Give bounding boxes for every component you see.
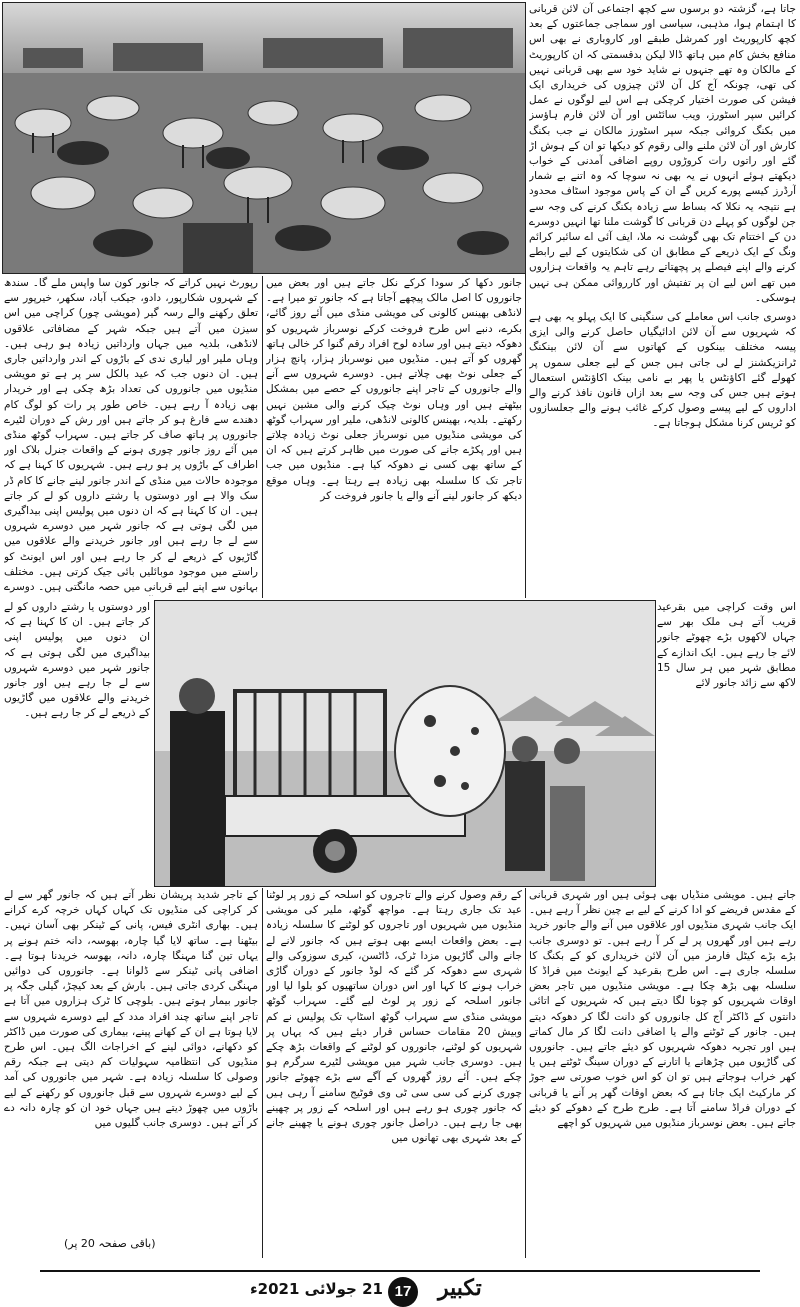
paragraph: کے تاجر شدید پریشان نظر آتے ہیں کہ جانور گھر سے لے کر کراچی کی منڈیوں تک کہاں کہاں خرچہ کرے کرانے ہیں۔ بھاری انٹری فیس، پانی کے ٹینکر بھی آسان نہیں۔ بیٹھنا ہے۔ ساتھ لایا گیا چارہ، بھوسہ، دانہ ختم ہونے پر یہاں تین گنا مہنگا چارہ، دانہ، بھوسہ خریدنا ہوتا ہے۔ اضافی پانی ٹینکر سے ڈلوانا ہے۔ جانوروں کی دوائیں مہنگی کردی جاتی ہیں۔ بارش کے بعد کیچڑ، گیلی جگہ پر جانور بیمار ہوتے ہیں۔ بلوچی کا ٹرک ہزاروں میں آتا ہے تاجر اپنے ساتھ چند افراد مدد کے لیے دوسرے شہروں سے لایا ہوتا ہے ان کے کھانے پینے، بیماری کی صورت میں ڈاکٹر کو دکھانے، دوائی لینے کے اخراجات الگ ہیں۔ اس طرح منڈیوں کی انتظامیہ سہولیات کم دیتی ہے جبکہ رقم وصولی کا سلسلہ زیادہ ہے۔ شہر میں جانوروں کی آمد کے لیے دوسرے شہروں سے قبل جانوروں کو رکھنے کے لیے باڑوں میں چھوڑ دیتے ہیں جہاں خود ان کو چارہ دانہ دے کر آتے ہیں۔ دوسری جانب گلیوں میں bbox=[4, 889, 258, 1130]
cattle-market-photo bbox=[2, 2, 526, 274]
pickup-loading-photo bbox=[154, 600, 656, 887]
column-rule bbox=[262, 276, 263, 598]
paragraph: جاتے ہیں۔ مویشی منڈیاں بھی ہوئی ہیں اور شہری قربانی کے مقدس فریضے کو ادا کرنے کے لیے بے چین نظر آ رہے ہیں۔ ایک جانب شہری منڈیوں اور علاقوں میں آنے والے جانور خرید رہے ہیں اور گھروں پر لے کر آ رہے ہیں۔ تو دوسری جانب بڑے بڑے کیٹل فارمز میں آن لائن خریداری کو کے بکنگ کا سلسلہ جاری ہے۔ اس طرح بقرعید کے ایونٹ میں فراڈ کا سلسلہ بھی بڑھ چکا ہے۔ مویشی منڈیوں میں تاجر بعض اوقات شہریوں کو چونا لگا دیتے ہیں کہ شہریوں کے اتائی دانتوں کے ڈاکٹر آج کل جانوروں کو دانت لگا کر دھوکہ دیتے ہیں۔ جانور کے ٹوٹنے والے یا اضافی دانت لگا کر مال کماتے ہیں اور تجربہ دھوکہ شہریوں کو دیئے جاتے ہیں۔ جانوروں کی گاڑیوں میں چڑھانے یا اتارنے کے دوران سینگ ٹوٹتے ہیں یا کھر خراب ہوجاتے ہیں تو ان کو اس خوب صورتی سے جوڑ کر مارکیٹ ایک جاتا ہے کہ بعض اوقات گھر پر آنے یا قربانی کے دوران فراڈ سامنے آتا ہے۔ طرح طرح کے دھوکے کو دیئے جاتے ہیں۔ بعض نوسرباز منڈیوں میں شہریوں کو اچھے bbox=[529, 889, 796, 1130]
paragraph: دوسری جانب اس معاملے کی سنگینی کا ایک پہلو یہ بھی ہے کہ شہریوں سے آن لائن ادائیگیاں حاصل کرنے والی ایزی پیسہ مختلف بینکوں کے کھاتوں سے آن لائن بینکنگ ٹرانزیکشنز لے لی جاتی ہیں جس کے لیے جعلی سموں پر کھولے گئے اکاؤنٹس یا پھر بے نامی بینک اکاؤنٹس استعمال ہوتے ہیں جس کی وجہ سے بعد ازاں قانون نافذ کرنے والے اداروں کے لیے پیسے وصول کرکے غائب ہونے والے جعلسازوں کو ٹریس کرنا مشکل ہوجاتا ہے۔ bbox=[529, 311, 796, 430]
page-footer bbox=[0, 1262, 800, 1307]
cattle-market-image bbox=[3, 3, 525, 273]
footer-rule bbox=[40, 1270, 760, 1272]
column-rule bbox=[262, 888, 263, 1258]
column-rule bbox=[525, 4, 526, 598]
paragraph: رپورٹ نہیں کراتے کہ جانور کون سا واپس ملے گا۔ سندھ کے شہروں شکارپور، دادو، جیکب آباد، سکھر، خیرپور سے تعلق رکھنے والے رسہ گیر (مویشی چور) کراچی میں اس سیزن میں آتے ہیں جبکہ شہر کے مضافاتی علاقوں لانڈھی، بلدیہ میں جہاں وارداتیں زیادہ ہو رہی ہیں۔ وہاں ملیر اور لیاری ندی کے باڑوں کے اندر وارداتیں جاری ہیں۔ ان دنوں جب کہ عید بالکل سر پر ہے تو مویشی منڈیوں میں جانوروں کی تعداد بڑھ چکی ہے اور خریدار بھی زیادہ آ رہے ہیں۔ خاص طور پر رات کو لوگ کام دھندے سے فارغ ہو کر جاتے ہیں اور رش کے دوران لٹیرے جانوروں پر ہاتھ صاف کر جاتے ہیں۔ سہراب گوٹھ منڈی میں آئے روز جانور چوری ہونے کے واقعات جنرل بلاک اور اطراف کے باڑوں پر ہو رہے ہیں۔ شہریوں کا کہنا ہے کہ موجودہ حالات میں منڈی کے اندر جانور لینے جانے کا کام ڈر سک والا ہے اور دوستوں یا رشتے داروں کو لے کر جاتے ہیں۔ ان کا کہنا ہے کہ ان دنوں میں پولیس اپنی بیداگیری میں لگی ہوتی ہے کہ جانور شہر میں دوسرے شہروں سے لے جا رہے ہیں اور جانور خریدنے والے علاقوں میں گاڑیوں کے ذریعے لے کر جا رہے ہیں اور اس ایونٹ کو راستے میں موجود موبائلیں بائی جیک کرتی ہیں۔ مختلف بہانوں سے اپنے لیے قربانی میں حصہ مانگتی ہیں۔ دوسرے bbox=[4, 277, 258, 594]
page-number: 17 bbox=[388, 1277, 418, 1307]
pickup-loading-image bbox=[155, 601, 655, 886]
paragraph: جانور دکھا کر سودا کرکے نکل جاتے ہیں اور بعض میں جانوروں کا اصل مالک پیچھے آجاتا ہے کہ جانور تو میرا ہے۔ لانڈھی بھینس کالونی کی مویشی منڈی میں آئے روز گائے، بکرے، دنبے اس طرح فروخت کرکے نوسرباز شہریوں کو دھوکہ دیتے ہیں اور سادہ لوح افراد رقم گنوا کر خالی ہاتھ گھروں کو آتے ہیں۔ منڈیوں میں نوسرباز ہزار، پانچ ہزار کے جعلی نوٹ بھی چلاتے ہیں۔ دوسرے شہروں سے آنے والے جانوروں کے تاجر اپنے جانوروں کے حصے میں بمشکل بیٹھتے ہیں اور وہاں نوٹ چیک کرنے والی مشین نہیں رکھتے۔ بلدیہ، بھینس کالونی لانڈھی، ملیر اور سہراب گوٹھ کی مویشی منڈیوں میں نوسرباز جعلی نوٹ زیادہ چلاتے ہیں اور پکڑے جانے کی صورت میں ظاہر کرتے ہیں کہ ان کے ساتھ بھی کسی نے دھوکہ کیا ہے۔ منڈیوں میں جب تاجر تک کا سلسلہ بھی زیادہ ہے رہتا ہے۔ وہاں موقع دیکھ کر جانور لینے آنے والے یا جانور فروخت کر bbox=[266, 277, 522, 502]
article-column-left-middle bbox=[4, 600, 150, 885]
issue-date: 21 جولائی 2021ء bbox=[250, 1280, 383, 1298]
paragraph: اس وقت کراچی میں بقرعید قریب آتے ہی ملک بھر سے جہاں لاکھوں بڑے چھوٹے جانور لائے جا رہے ہیں۔ ایک اندازے کے مطابق شہر میں ہر سال 15 لاکھ سے زائد جانور لائے bbox=[657, 601, 796, 690]
article-column-middle-bottom bbox=[266, 888, 522, 1258]
article-column-left-top bbox=[4, 276, 258, 596]
article-column-right-middle bbox=[657, 600, 796, 885]
article-column-right-top bbox=[529, 2, 796, 596]
continued-note: (باقی صفحہ 20 پر) bbox=[64, 1237, 156, 1250]
column-rule bbox=[525, 888, 526, 1258]
article-column-left-bottom bbox=[4, 888, 258, 1233]
masthead-logo: تکبیر bbox=[438, 1275, 482, 1301]
paragraph: کے رقم وصول کرنے والے تاجروں کو اسلحہ کے زور پر لوٹنا عید تک جاری رہتا ہے۔ مواچھ گوٹھ، ملیر کی مویشی منڈیوں میں شہریوں اور تاجروں کو لوٹنے کا سلسلہ زیادہ ہے۔ بعض واقعات ایسے بھی ہوتے ہیں کہ جانور لانے لے جانے والی گاڑیوں مزدا ٹرک، ڈاٹسن، کیری سوزوکی والے شہری سے دھوکہ کر گئے کہ لوڈ جانور کے دوران گاڑی خراب ہونے کا کہا اور اس دوران ساتھیوں کو بلوا لیا اور جانور اسلحہ کے زور پر لوٹ لیے گئے۔ سہراب گوٹھ مویشی منڈی سے سہراب گوٹھ اسٹاپ تک پولیس نے کم وبیش 20 مقامات حساس قرار دیئے ہیں کہ یہاں پر شہریوں کو لوٹنے، جانوروں کو لوٹنے کے واقعات بڑھ چکے ہیں۔ دوسری جانب شہر میں مویشی لٹیرے سرگرم ہو چکے ہیں۔ آئے روز گھروں کے آگے سے بڑے چھوٹے جانور چوری کرنے کی سی سی ٹی وی فوٹیج سامنے آ رہی ہیں کہ جانور چوری ہو رہے ہیں اور اسلحہ کے زور پر چھینے بھی جا رہے ہیں۔ دراصل جانور چوری ہونے یا چھینے جانے کے بعد شہری بھی تھانوں میں bbox=[266, 889, 522, 1145]
paragraph: اور دوستوں یا رشتے داروں کو لے کر جاتے ہیں۔ ان کا کہنا ہے کہ ان دنوں میں پولیس اپنی بیداگیری میں لگی ہوتی ہے کہ جانور شہر میں دوسرے شہروں سے لے جا رہے ہیں اور جانور خریدنے والے علاقوں میں گاڑیوں کے ذریعے لے کر جا رہے ہیں۔ bbox=[4, 601, 150, 720]
paragraph: جاتا ہے، گزشتہ دو برسوں سے کچھ اجتماعی آن لائن قربانی کا اہتمام ہوا، مذہبی، سیاسی اور سماجی جماعتوں کے بعد کچھ کارپوریٹ اور کمرشل طبقے اور کاروباری نے بھی اس منافع بخش کام میں ہاتھ ڈالا لیکن بدقسمتی کہ ان کارپوریٹ کے مالکان وہ تھے جنہوں نے شاید خود سے بھی قربانی نہیں کی تھی، چونکہ آج کل آن لائن چیزوں کی خریداری ایک فیشن کی صورت اختیار کرچکی ہے اس لیے لوگوں نے عمل کرائیں سپر اسٹورز، ویب سائٹس اور آن لائن فارم ہاؤسز میں بکنگ کروائی جبکہ سپر اسٹورز مالکان نے جب بکنگ کارش اور آن لائن ملنے والی رقوم کو دیکھا تو ان کے ہوش اڑ گئے اور راتوں رات کروڑوں روپے اضافی آمدنی کے خواب دیکھتے ہوئے انہوں نے یہ بھی نہ سوچا کہ وہ اتنے بے شمار آرڈرز کیسے پورے کریں گے ان کے پاس موجود اسٹاف محدود ہے نتیجہ یہ نکلا کہ بساط سے زیادہ بکنگ کرنے کی وجہ سے جن لوگوں کو پہلے دن قربانی کا گوشت ملنا تھا انہیں دوسرے دن کے اختتام تک بھی گوشت نہ ملا، ایف آئی اے سائبر کرائم ونگ کے ایک ذریعے کے مطابق ان کی شکایتوں کے لیے رابطے کرنے والے اپنے فیصلے پر پچھتاتے رہے تاہم یہ واقعات ہزاروں میں تھے اس لیے ان پر تفتیش اور کارروائی ممکن ہی نہیں ہوسکی۔ bbox=[529, 3, 796, 304]
article-column-middle-top bbox=[266, 276, 522, 598]
article-column-right-bottom bbox=[529, 888, 796, 1258]
